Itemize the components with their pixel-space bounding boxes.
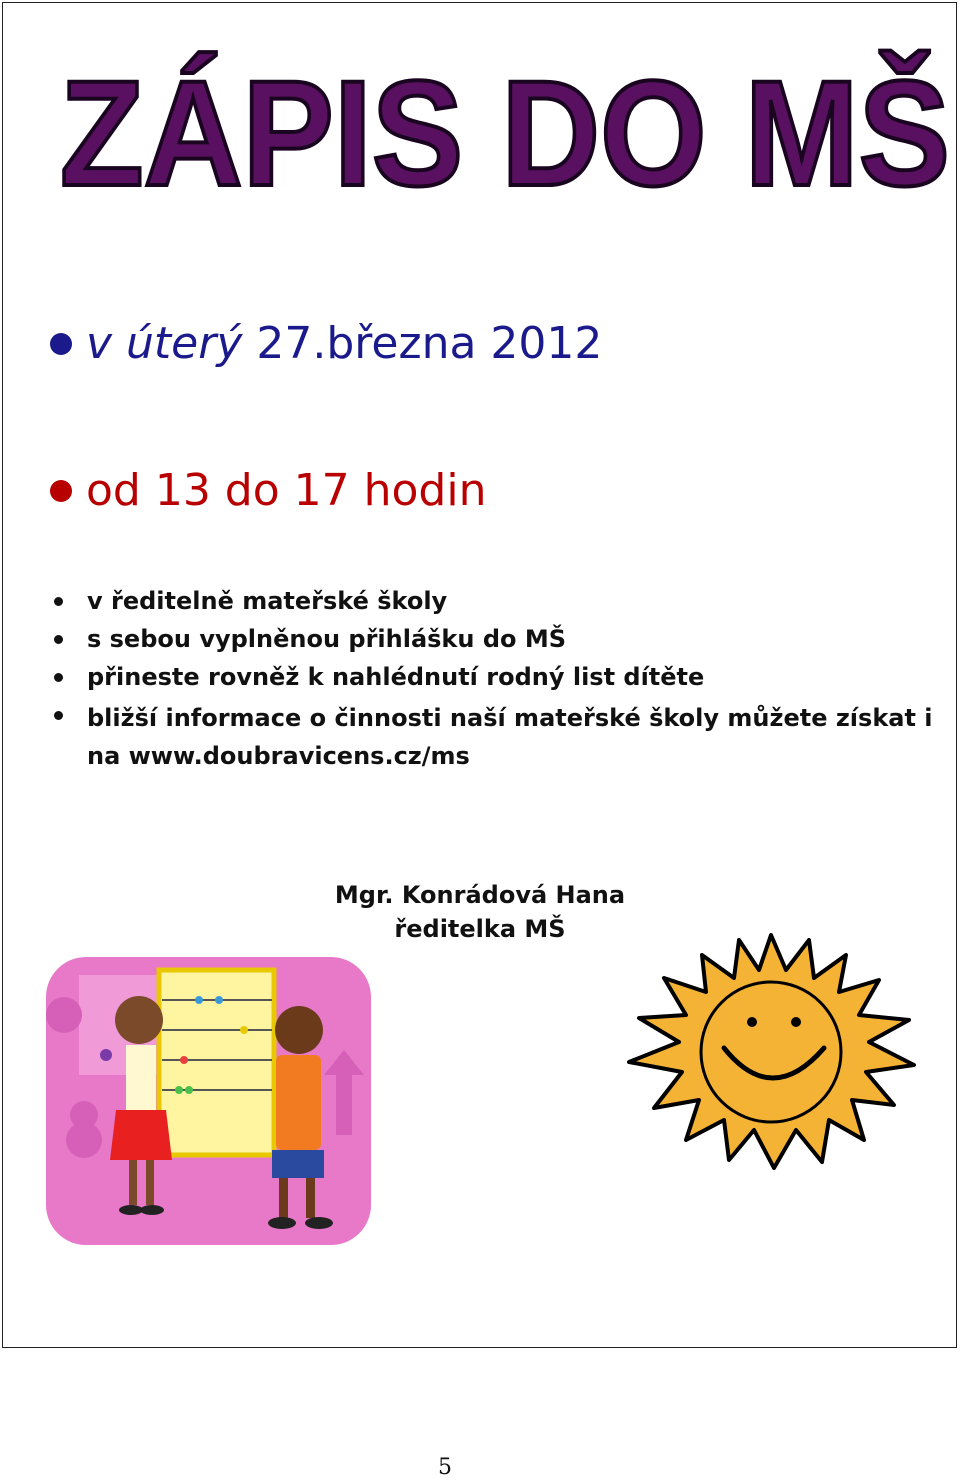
- list-item-text: přineste rovněž k nahlédnutí rodný list dítěte: [87, 663, 705, 691]
- page-title: [60, 45, 960, 205]
- signature-name: Mgr. Konrádová Hana: [334, 881, 626, 909]
- date-value: 27.března 2012: [256, 318, 603, 369]
- bullet-icon: [54, 597, 63, 606]
- time-item: [50, 465, 486, 516]
- kids-abacus-illustration: [44, 955, 374, 1250]
- signature-role: ředitelka MŠ: [394, 915, 566, 943]
- info-list: [48, 585, 948, 779]
- bullet-icon: [54, 635, 63, 644]
- list-item: [48, 585, 948, 623]
- list-item: [48, 661, 948, 699]
- date-prefix: v úterý: [86, 318, 243, 369]
- list-item: [48, 623, 948, 661]
- bullet-icon: [54, 711, 63, 720]
- list-item: [48, 699, 948, 779]
- time-text: od 13 do 17 hodin: [86, 465, 487, 516]
- page-title-text: ZÁPIS DO MŠ: [60, 49, 950, 205]
- bullet-icon: [50, 480, 72, 502]
- smiling-sun-illustration: [624, 930, 919, 1170]
- bullet-icon: [54, 673, 63, 682]
- list-item-text: bližší informace o činnosti naší mateřské školy můžete získat i na www.doubravicens.cz/ms: [87, 704, 933, 770]
- list-item-text: v ředitelně mateřské školy: [87, 587, 448, 615]
- list-item-text: s sebou vyplněnou přihlášku do MŠ: [87, 625, 567, 653]
- date-item: [50, 318, 602, 369]
- bullet-icon: [50, 333, 72, 355]
- page-number: 5: [438, 1455, 452, 1480]
